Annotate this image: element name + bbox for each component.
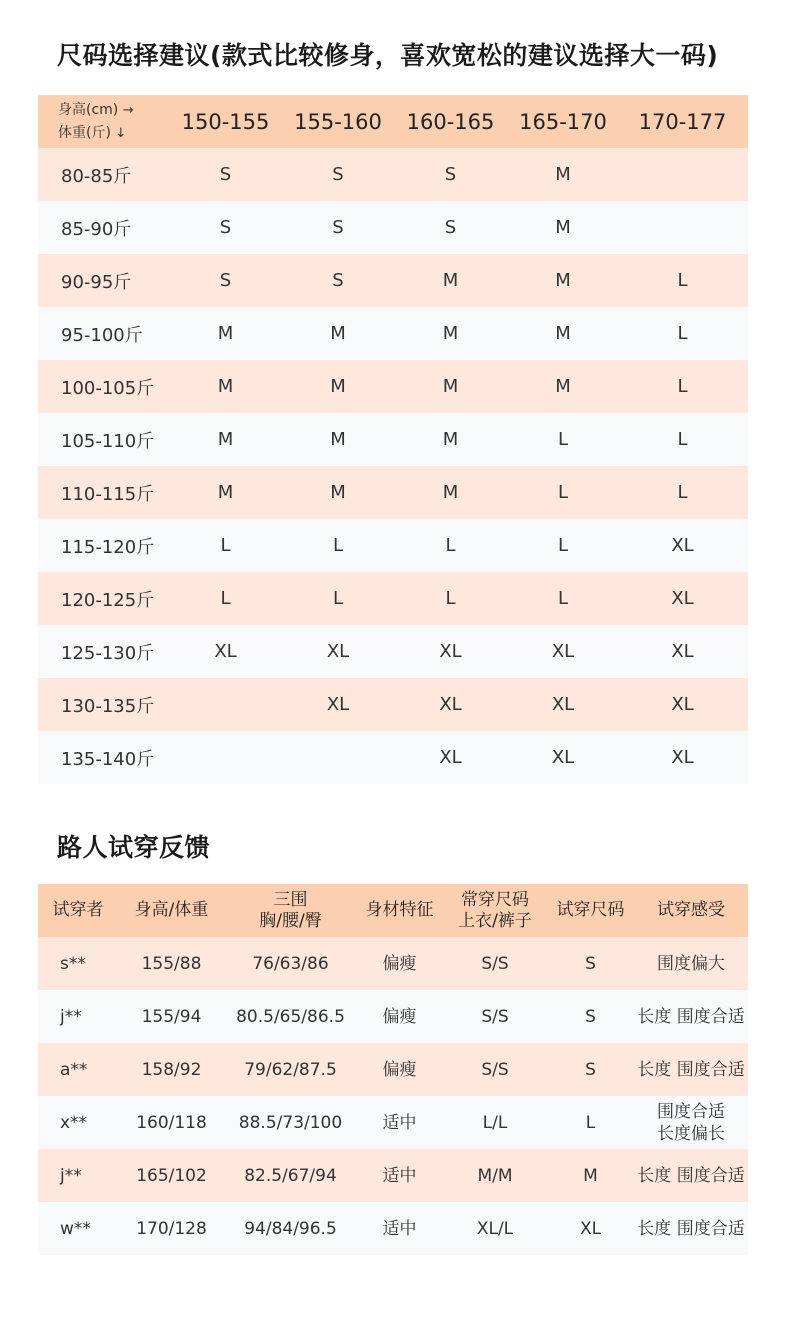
usual-size-cell: S/S	[481, 1059, 509, 1080]
size-table-row	[38, 678, 748, 731]
feeling-line: 围度合适	[657, 1101, 725, 1122]
recommended-size-cell: L	[332, 535, 344, 556]
recommended-size-cell: S	[219, 270, 232, 291]
body-type-cell: 适中	[382, 1165, 417, 1186]
measurements-cell: 76/63/86	[252, 953, 329, 974]
measurements-cell: 79/62/87.5	[244, 1059, 337, 1080]
usual-size-cell: M/M	[477, 1165, 513, 1186]
feedback-table-row	[38, 937, 748, 990]
feedback-table-row	[38, 1043, 748, 1096]
feeling-line: 围度偏大	[657, 953, 725, 974]
tried-size-cell: L	[585, 1112, 596, 1133]
header-usual-size-line1: 常穿尺码	[461, 889, 529, 910]
weight-range-label: 130-135斤	[61, 695, 155, 717]
height-weight-cell: 165/102	[136, 1165, 207, 1186]
recommended-size-cell: XL	[671, 588, 694, 609]
recommended-size-cell	[617, 201, 748, 254]
recommended-size-cell: S	[444, 164, 457, 185]
usual-size-cell: L/L	[482, 1112, 508, 1133]
size-table-row	[38, 466, 748, 519]
recommended-size-cell: L	[557, 429, 569, 450]
recommended-size-cell: L	[557, 482, 569, 503]
size-table-header-row	[38, 95, 748, 148]
recommended-size-cell: M	[442, 323, 459, 344]
tried-size-cell: S	[585, 1059, 596, 1080]
feeling-line: 长度 围度合适	[637, 1165, 745, 1186]
recommended-size-cell: XL	[214, 641, 237, 662]
height-column-header: 160-165	[406, 109, 495, 134]
tester-cell: j**	[60, 1006, 82, 1027]
recommended-size-cell: L	[220, 588, 231, 609]
recommended-size-cell: XL	[551, 694, 575, 715]
body-type-cell: 偏瘦	[382, 1006, 417, 1027]
header-measurements-line2: 胸/腰/臀	[259, 910, 322, 931]
recommended-size-cell: M	[330, 323, 346, 344]
measurements-cell: 80.5/65/86.5	[236, 1006, 345, 1027]
header-tried-size: 试穿尺码	[556, 900, 625, 920]
tester-cell: x**	[60, 1112, 88, 1133]
fitting-feedback-title: 路人试穿反馈	[57, 833, 211, 862]
recommended-size-cell	[284, 731, 392, 784]
usual-size-cell: S/S	[481, 1006, 509, 1027]
recommended-size-cell: M	[555, 270, 571, 291]
header-feeling: 试穿感受	[657, 900, 725, 920]
recommended-size-cell: L	[677, 323, 688, 344]
feeling-cell	[634, 1043, 748, 1096]
height-weight-cell: 155/88	[141, 953, 202, 974]
recommended-size-cell: M	[555, 164, 571, 185]
size-table-row	[38, 148, 748, 201]
recommended-size-cell: M	[217, 376, 234, 397]
feeling-cell	[634, 937, 748, 990]
recommended-size-cell: M	[217, 482, 234, 503]
weight-range-label: 135-140斤	[61, 748, 155, 770]
recommended-size-cell: M	[217, 323, 234, 344]
recommended-size-cell: XL	[326, 641, 350, 662]
size-table-row	[38, 254, 748, 307]
size-table-corner-cell	[38, 95, 167, 148]
recommended-size-cell: M	[555, 217, 571, 238]
body-type-cell: 偏瘦	[382, 953, 417, 974]
recommended-size-cell: S	[332, 217, 344, 238]
tester-cell: j**	[60, 1165, 82, 1186]
recommended-size-cell: XL	[671, 694, 694, 715]
feedback-table-header-row	[38, 884, 748, 937]
weight-range-label: 95-100斤	[61, 324, 143, 346]
weight-range-label: 125-130斤	[61, 642, 155, 664]
header-measurements	[225, 884, 356, 937]
arrow-right-icon: →	[122, 102, 134, 118]
tried-size-cell: XL	[579, 1218, 602, 1239]
feedback-table-row	[38, 990, 748, 1043]
recommended-size-cell: L	[677, 429, 688, 450]
recommended-size-cell: S	[219, 217, 232, 238]
feedback-table-row	[38, 1096, 748, 1149]
height-column-header: 170-177	[638, 109, 727, 134]
height-weight-cell: 170/128	[136, 1218, 207, 1239]
height-weight-cell: 160/118	[136, 1112, 207, 1133]
feeling-line: 长度 围度合适	[637, 1218, 745, 1239]
weight-range-label: 115-120斤	[61, 536, 155, 558]
recommended-size-cell: XL	[439, 641, 462, 662]
feedback-table-row	[38, 1202, 748, 1255]
recommended-size-cell: XL	[551, 641, 575, 662]
recommended-size-cell: XL	[671, 641, 694, 662]
measurements-cell: 94/84/96.5	[244, 1218, 337, 1239]
height-column-header: 155-160	[294, 109, 382, 134]
size-table-row	[38, 731, 748, 784]
tried-size-cell: S	[585, 1006, 596, 1027]
recommended-size-cell	[167, 678, 284, 731]
recommended-size-cell: XL	[671, 747, 694, 768]
usual-size-cell: S/S	[481, 953, 509, 974]
feeling-line: 长度 围度合适	[637, 1006, 745, 1027]
height-weight-cell: 155/94	[141, 1006, 202, 1027]
feeling-cell	[634, 1096, 748, 1149]
recommended-size-cell	[167, 731, 284, 784]
recommended-size-cell: XL	[439, 694, 462, 715]
recommended-size-cell	[617, 148, 748, 201]
recommended-size-cell: XL	[671, 535, 694, 556]
size-table-row	[38, 201, 748, 254]
size-table-row	[38, 360, 748, 413]
size-table-row	[38, 572, 748, 625]
recommended-size-cell: L	[332, 588, 344, 609]
fitting-feedback-table	[38, 884, 748, 1255]
header-usual-size-line2: 上衣/裤子	[458, 910, 532, 931]
body-type-cell: 适中	[382, 1218, 417, 1239]
recommended-size-cell: M	[330, 429, 346, 450]
tester-cell: w**	[60, 1218, 91, 1239]
weight-range-label: 85-90斤	[61, 218, 132, 240]
recommended-size-cell: XL	[326, 694, 350, 715]
size-recommendation-table	[38, 95, 748, 784]
recommended-size-cell: M	[330, 376, 346, 397]
recommended-size-cell: L	[677, 482, 688, 503]
feedback-table-row	[38, 1149, 748, 1202]
weight-range-label: 120-125斤	[61, 589, 155, 611]
weight-range-label: 80-85斤	[61, 165, 132, 187]
recommended-size-cell: M	[442, 270, 459, 291]
recommended-size-cell: M	[442, 482, 459, 503]
recommended-size-cell: L	[445, 535, 456, 556]
weight-range-label: 100-105斤	[61, 377, 155, 399]
recommended-size-cell: S	[444, 217, 457, 238]
recommended-size-cell: M	[555, 376, 571, 397]
feeling-cell	[634, 990, 748, 1043]
recommended-size-cell: M	[442, 429, 459, 450]
recommended-size-cell: M	[442, 376, 459, 397]
recommended-size-cell: M	[217, 429, 234, 450]
height-column-header: 150-155	[181, 109, 270, 134]
size-table-row	[38, 413, 748, 466]
measurements-cell: 82.5/67/94	[244, 1165, 337, 1186]
recommended-size-cell: L	[557, 588, 569, 609]
corner-weight-label: 体重(斤)	[58, 124, 111, 141]
header-height-weight: 身高/体重	[134, 900, 209, 920]
tried-size-cell: S	[585, 953, 596, 974]
weight-range-label: 90-95斤	[61, 271, 132, 293]
recommended-size-cell: L	[220, 535, 231, 556]
height-column-header: 165-170	[519, 109, 607, 134]
size-recommendation-title: 尺码选择建议(款式比较修身，喜欢宽松的建议选择大一码)	[57, 41, 719, 70]
recommended-size-cell: L	[445, 588, 456, 609]
header-usual-size	[443, 884, 547, 937]
weight-range-label: 110-115斤	[61, 483, 155, 505]
header-tester: 试穿者	[52, 900, 104, 920]
tester-cell: a**	[60, 1059, 88, 1080]
arrow-down-icon: ↓	[115, 125, 127, 141]
measurements-cell: 88.5/73/100	[238, 1112, 343, 1133]
size-table-row	[38, 307, 748, 360]
header-body-type: 身材特征	[365, 900, 434, 920]
usual-size-cell: XL/L	[476, 1218, 514, 1239]
recommended-size-cell: M	[330, 482, 346, 503]
size-table-row	[38, 519, 748, 572]
weight-range-label: 105-110斤	[61, 430, 155, 452]
header-measurements-line1: 三围	[273, 889, 308, 910]
recommended-size-cell: XL	[439, 747, 462, 768]
corner-height-label: 身高(cm)	[58, 101, 119, 118]
feeling-line: 长度偏长	[657, 1123, 725, 1144]
recommended-size-cell: S	[332, 270, 344, 291]
recommended-size-cell: S	[219, 164, 232, 185]
recommended-size-cell: L	[677, 376, 688, 397]
tester-cell: s**	[60, 953, 86, 974]
feeling-cell	[634, 1149, 748, 1202]
tried-size-cell: M	[583, 1165, 598, 1186]
feeling-line: 长度 围度合适	[637, 1059, 745, 1080]
feeling-cell	[634, 1202, 748, 1255]
body-type-cell: 适中	[382, 1112, 417, 1133]
recommended-size-cell: L	[677, 270, 688, 291]
recommended-size-cell: L	[557, 535, 569, 556]
recommended-size-cell: XL	[551, 747, 575, 768]
recommended-size-cell: M	[555, 323, 571, 344]
size-table-row	[38, 625, 748, 678]
recommended-size-cell: S	[332, 164, 344, 185]
height-weight-cell: 158/92	[141, 1059, 202, 1080]
body-type-cell: 偏瘦	[382, 1059, 417, 1080]
